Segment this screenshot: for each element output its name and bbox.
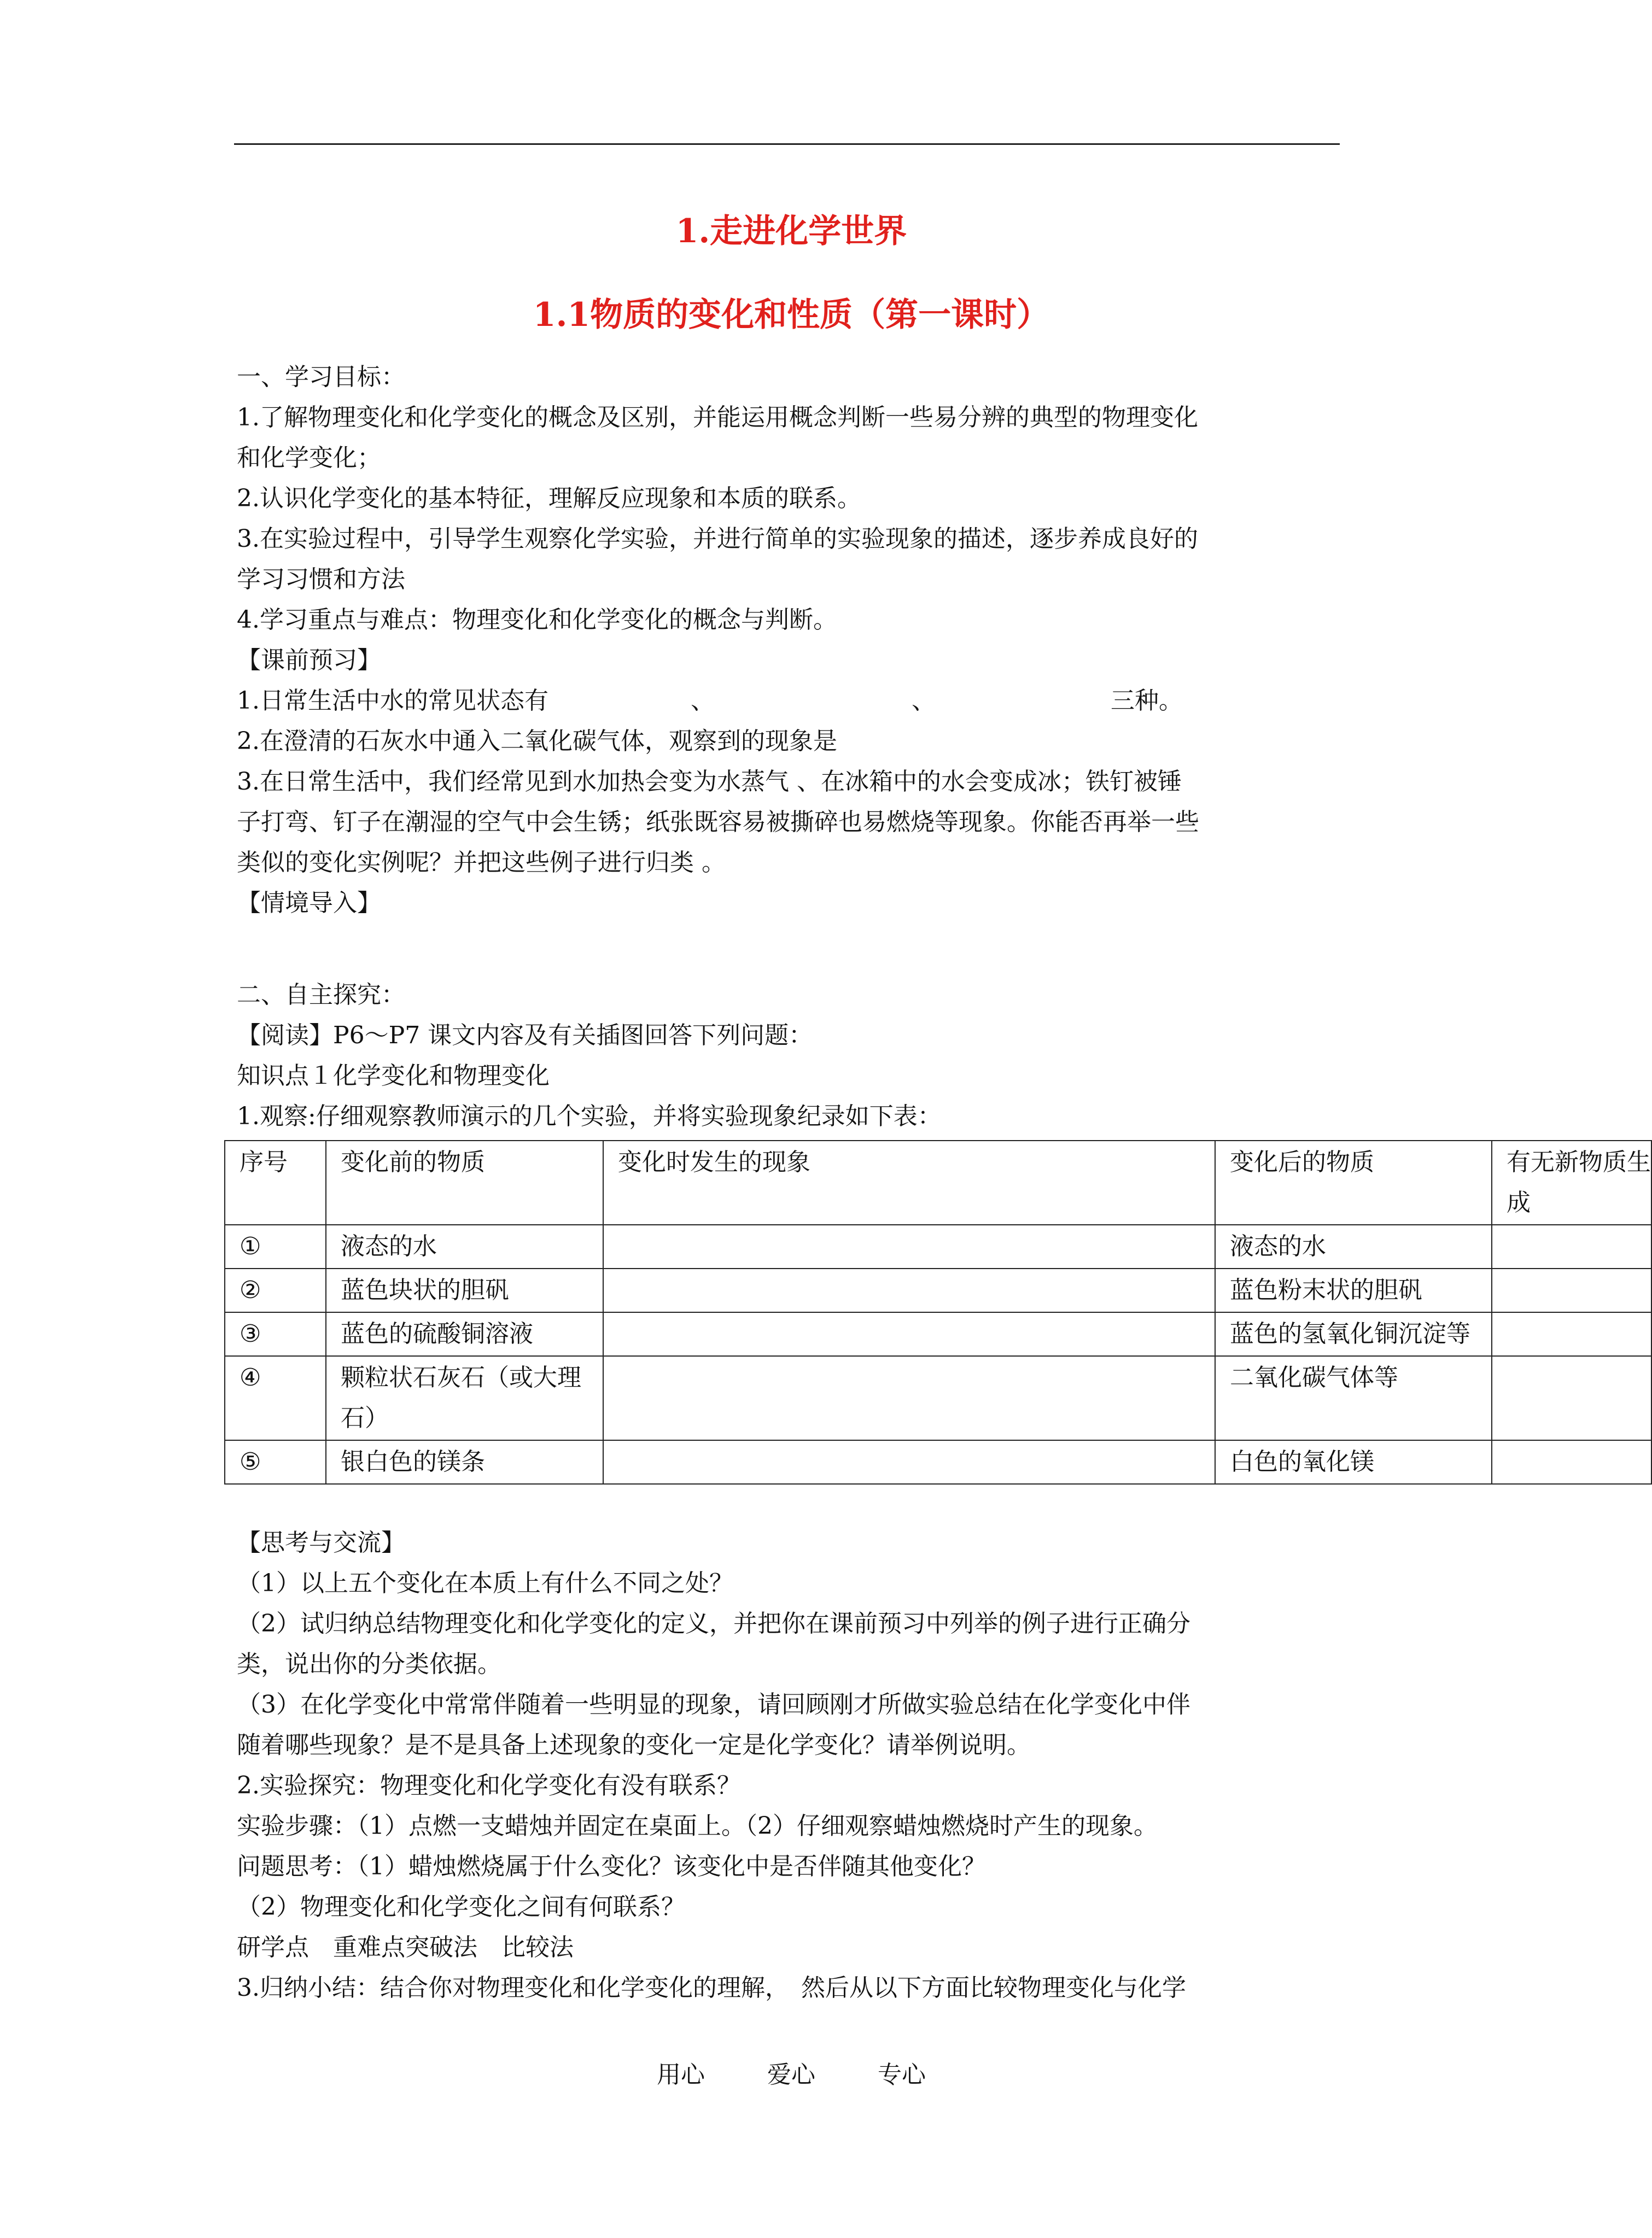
page-footer: [0, 2059, 1583, 2091]
goal-3-line1: 3.在实验过程中，引导学生观察化学实验，并进行简单的实验现象的描述，逐步养成良好的: [237, 525, 1198, 553]
row-after: 蓝色粉末状的胆矾: [1215, 1269, 1492, 1312]
observe-instruction: 1.观察:仔细观察教师演示的几个实验，并将实验现象纪录如下表：: [237, 1102, 942, 1130]
experiment-q1: 问题思考：（1）蜡烛燃烧属于什么变化？该变化中是否伴随其他变化？: [237, 1853, 986, 1880]
row-before: 颗粒状石灰石（或大理石）: [326, 1356, 603, 1440]
table-row: [225, 1225, 1651, 1269]
study-method: 研学点 重难点突破法 比较法: [237, 1933, 574, 1961]
think-q3-line1: （3）在化学变化中常常伴随着一些明显的现象，请回顾刚才所做实验总结在化学变化中伴: [237, 1691, 1190, 1719]
think-q3-line2: 随着哪些现象？是不是具备上述现象的变化一定是化学变化？请举例说明。: [237, 1731, 1031, 1759]
section2-heading: 二、自主探究：: [237, 981, 405, 1009]
row-no: ④: [225, 1356, 326, 1440]
preview-q1-end: 三种。: [1110, 687, 1183, 715]
think-q2-line1: （2）试归纳总结物理变化和化学变化的定义，并把你在课前预习中列举的例子进行正确分: [237, 1610, 1190, 1638]
think-heading: 【思考与交流】: [237, 1529, 405, 1557]
row-after: 二氧化碳气体等: [1215, 1356, 1492, 1440]
row-after: 蓝色的氢氧化铜沉淀等: [1215, 1312, 1492, 1356]
table-row: [225, 1440, 1651, 1484]
experiment-steps: 实验步骤：（1）点燃一支蜡烛并固定在桌面上。（2）仔细观察蜡烛燃烧时产生的现象。: [237, 1812, 1158, 1840]
table-row: [225, 1312, 1651, 1356]
footer-word-2: 爱心: [767, 2061, 815, 2089]
preview-q1: [237, 685, 1183, 717]
observation-table: [224, 1140, 1652, 1485]
preview-q1-sep2: 、: [911, 687, 936, 715]
footer-word-1: 用心: [657, 2061, 705, 2089]
footer-word-3: 专心: [878, 2061, 926, 2089]
table-header-row: [225, 1141, 1651, 1225]
row-phenomenon[interactable]: [603, 1269, 1215, 1312]
chapter-title: 1.走进化学世界: [675, 212, 907, 250]
preview-q3-line1: 3.在日常生活中，我们经常见到水加热会变为水蒸气 、在冰箱中的水会变成冰；铁钉被锤: [237, 768, 1182, 796]
header-new-substance: 有无新物质生成: [1492, 1141, 1651, 1225]
row-new[interactable]: [1492, 1312, 1651, 1356]
intro-heading: 【情境导入】: [237, 889, 381, 917]
row-before: 液态的水: [326, 1225, 603, 1269]
row-before: 蓝色块状的胆矾: [326, 1269, 603, 1312]
header-after: 变化后的物质: [1215, 1141, 1492, 1225]
summary-line: 3.归纳小结：结合你对物理变化和化学变化的理解， 然后从以下方面比较物理变化与化学: [237, 1974, 1186, 2002]
row-phenomenon[interactable]: [603, 1225, 1215, 1269]
row-before: 银白色的镁条: [326, 1440, 603, 1484]
preview-q2: 2.在澄清的石灰水中通入二氧化碳气体，观察到的现象是: [237, 727, 837, 755]
think-q2-line2: 类，说出你的分类依据。: [237, 1650, 501, 1678]
header-before: 变化前的物质: [326, 1141, 603, 1225]
row-before: 蓝色的硫酸铜溶液: [326, 1312, 603, 1356]
goal-1-line2: 和化学变化；: [237, 444, 381, 472]
row-phenomenon[interactable]: [603, 1440, 1215, 1484]
preview-q3-line3: 类似的变化实例呢？并把这些例子进行归类 。: [237, 849, 726, 876]
goal-4: 4.学习重点与难点：物理变化和化学变化的概念与判断。: [237, 606, 837, 634]
header-phenomenon: 变化时发生的现象: [603, 1141, 1215, 1225]
think-q1: （1）以上五个变化在本质上有什么不同之处？: [237, 1569, 733, 1597]
header-no: 序号: [225, 1141, 326, 1225]
goal-3-line2: 学习习惯和方法: [237, 565, 405, 593]
table-row: [225, 1269, 1651, 1312]
preview-q1-sep1: 、: [690, 687, 715, 715]
goal-2: 2.认识化学变化的基本特征，理解反应现象和本质的联系。: [237, 484, 861, 512]
row-new[interactable]: [1492, 1269, 1651, 1312]
table-row: [225, 1356, 1651, 1440]
row-phenomenon[interactable]: [603, 1356, 1215, 1440]
row-no: ②: [225, 1269, 326, 1312]
row-after: 白色的氧化镁: [1215, 1440, 1492, 1484]
row-new[interactable]: [1492, 1440, 1651, 1484]
row-phenomenon[interactable]: [603, 1312, 1215, 1356]
reading-instruction: 【阅读】P6～P7 课文内容及有关插图回答下列问题：: [237, 1021, 813, 1049]
row-no: ①: [225, 1225, 326, 1269]
row-no: ⑤: [225, 1440, 326, 1484]
row-no: ③: [225, 1312, 326, 1356]
experiment-heading: 2.实验探究：物理变化和化学变化有没有联系？: [237, 1772, 741, 1799]
section1-heading: 一、学习目标：: [237, 363, 405, 391]
row-new[interactable]: [1492, 1356, 1651, 1440]
row-after: 液态的水: [1215, 1225, 1492, 1269]
experiment-q2: （2）物理变化和化学变化之间有何联系？: [237, 1893, 685, 1921]
lesson-title: 1.1物质的变化和性质（第一课时）: [533, 296, 1050, 334]
preview-q3-line2: 子打弯、钉子在潮湿的空气中会生锈；纸张既容易被撕碎也易燃烧等现象。你能否再举一些: [237, 808, 1199, 836]
goal-1-line1: 1.了解物理变化和化学变化的概念及区别，并能运用概念判断一些易分辨的典型的物理变化: [237, 404, 1198, 431]
knowledge-point-1: 知识点１化学变化和物理变化: [237, 1062, 550, 1090]
row-new[interactable]: [1492, 1225, 1651, 1269]
preview-q1-text: 1.日常生活中水的常见状态有: [237, 687, 548, 715]
preview-heading: 【课前预习】: [237, 646, 381, 674]
header-rule: [234, 143, 1340, 145]
